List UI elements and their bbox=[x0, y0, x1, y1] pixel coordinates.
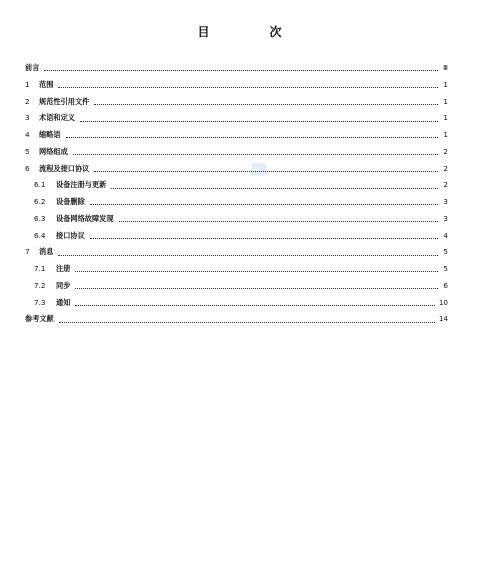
toc-entry-page: Ⅲ bbox=[443, 63, 448, 72]
toc-entry-number: 1 bbox=[25, 79, 30, 89]
toc-entry-number: 4 bbox=[25, 130, 30, 139]
toc-entry-label: 参考文献 bbox=[25, 314, 54, 324]
toc-dot-leader bbox=[73, 154, 438, 155]
toc-entry-page: 10 bbox=[438, 297, 448, 307]
toc-entry-label: 同步 bbox=[56, 280, 71, 290]
toc-entry-label: 前言 bbox=[25, 63, 40, 72]
toc-entry-label: 范围 bbox=[39, 79, 54, 89]
toc-entry-label: 网络组成 bbox=[39, 146, 68, 156]
toc-entry-page: 1 bbox=[443, 96, 448, 106]
toc-entry-number: 5 bbox=[25, 146, 30, 156]
toc-entry-label: 通知 bbox=[56, 297, 71, 307]
toc-entry-label: 规范性引用文件 bbox=[39, 96, 90, 106]
toc-entry-label: 术语和定义 bbox=[39, 113, 75, 123]
toc-entry-label: 设备删除 bbox=[56, 197, 85, 206]
toc-entry-label: 流程及接口协议 bbox=[39, 163, 90, 173]
toc-dot-leader bbox=[66, 137, 438, 138]
toc-entry-number: 6 bbox=[25, 163, 30, 173]
toc-entry[interactable] bbox=[25, 63, 448, 80]
toc-entry-number: 6.3 bbox=[34, 213, 46, 223]
toc-entry-label: 消息 bbox=[39, 247, 54, 257]
toc-entry-page: 1 bbox=[443, 79, 448, 89]
toc-entry-page: 6 bbox=[443, 280, 448, 290]
toc-dot-leader bbox=[94, 171, 438, 172]
toc-dot-leader bbox=[119, 221, 438, 222]
toc-entry-page: 1 bbox=[443, 130, 448, 139]
toc-entry-page: 5 bbox=[443, 264, 448, 273]
toc-entry[interactable] bbox=[25, 147, 448, 164]
toc-entry-label: 缩略语 bbox=[39, 130, 61, 139]
toc-entry[interactable] bbox=[25, 180, 448, 197]
toc-entry-page: 2 bbox=[443, 163, 448, 173]
toc-entry-number: 2 bbox=[25, 96, 30, 106]
toc-entry-label: 注册 bbox=[56, 264, 71, 273]
toc-entry[interactable] bbox=[25, 97, 448, 114]
toc-entry[interactable] bbox=[25, 130, 448, 147]
toc-entry-label: 设备网络故障发现 bbox=[56, 213, 114, 223]
toc-entry-page: 3 bbox=[443, 197, 448, 206]
toc-entry-number: 6.2 bbox=[34, 197, 46, 206]
toc-entry[interactable] bbox=[25, 281, 448, 298]
toc-entry[interactable] bbox=[25, 80, 448, 97]
toc-entry-label: 接口协议 bbox=[56, 230, 85, 240]
toc-entry[interactable] bbox=[25, 164, 448, 181]
toc-entry-number: 6.4 bbox=[34, 230, 46, 240]
toc-entry[interactable] bbox=[25, 113, 448, 130]
toc-entry-number: 7.3 bbox=[34, 297, 46, 307]
toc-dot-leader bbox=[90, 204, 438, 205]
toc-entry-label: 设备注册与更新 bbox=[56, 180, 107, 190]
toc-entry[interactable] bbox=[25, 314, 448, 331]
toc-dot-leader bbox=[59, 322, 435, 323]
toc-dot-leader bbox=[94, 104, 438, 105]
toc-entry-page: 1 bbox=[443, 113, 448, 123]
toc-entry[interactable] bbox=[25, 264, 448, 281]
toc-entry-page: 4 bbox=[443, 230, 448, 240]
toc-entry-number: 7.1 bbox=[34, 264, 46, 273]
toc-dot-leader bbox=[75, 305, 434, 306]
toc-dot-leader bbox=[75, 271, 438, 272]
toc-dot-leader bbox=[111, 188, 438, 189]
toc-entry-number: 7 bbox=[25, 247, 30, 257]
toc-entry[interactable] bbox=[25, 247, 448, 264]
toc-entry-page: 5 bbox=[443, 247, 448, 257]
toc-entry[interactable] bbox=[25, 197, 448, 214]
toc-dot-leader bbox=[44, 70, 438, 71]
toc-entry[interactable] bbox=[25, 298, 448, 315]
toc-dot-leader bbox=[58, 87, 438, 88]
toc-entry-page: 2 bbox=[443, 146, 448, 156]
toc-dot-leader bbox=[80, 121, 438, 122]
toc-entry[interactable] bbox=[25, 231, 448, 248]
toc-entry[interactable] bbox=[25, 214, 448, 231]
toc-dot-leader bbox=[58, 255, 438, 256]
toc-entry-page: 14 bbox=[438, 314, 448, 324]
toc-entry-number: 3 bbox=[25, 113, 30, 123]
toc-dot-leader bbox=[90, 238, 438, 239]
page-title: 目 次 bbox=[197, 25, 306, 39]
toc-entry-number: 7.2 bbox=[34, 280, 46, 290]
toc-entry-page: 3 bbox=[443, 213, 448, 223]
toc-entry-number: 6.1 bbox=[34, 180, 46, 190]
toc-entry-page: 2 bbox=[443, 180, 448, 190]
toc-dot-leader bbox=[75, 288, 438, 289]
table-of-contents bbox=[25, 63, 448, 331]
